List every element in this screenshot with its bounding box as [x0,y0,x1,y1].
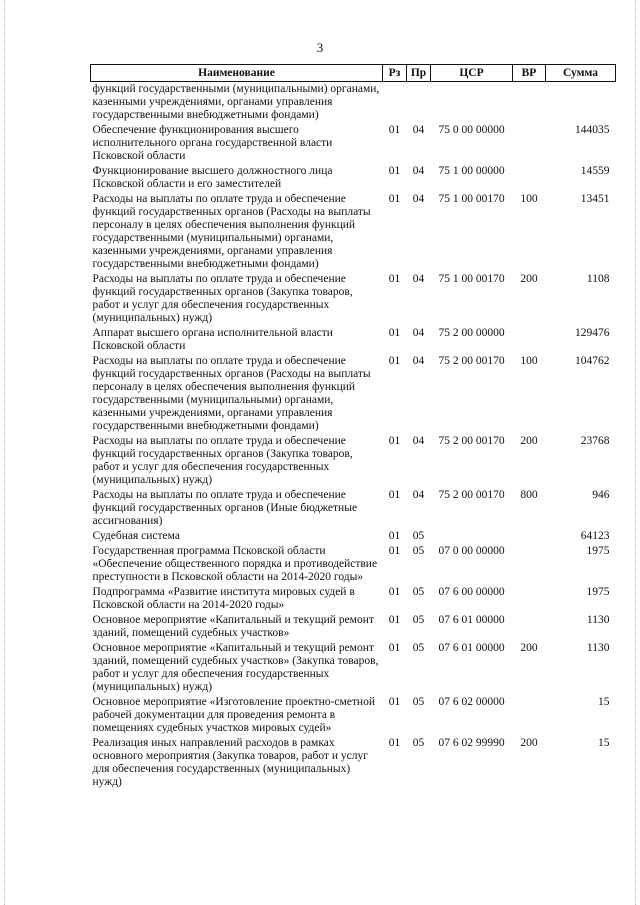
cell-sum: 104762 [575,355,610,367]
cell-pr: 05 [412,737,425,749]
cell-name: Судебная система [92,530,180,542]
cell-name: Расходы на выплаты по оплате труда и обеспечение функций государственных органов (Закупка товаров, работ и услуг для обеспечения государственных (муниципальных) нужд) [92,435,353,486]
cell-rz: 01 [388,489,401,501]
cell-pr: 04 [412,327,425,339]
cell-pr: 05 [412,696,425,708]
cell-name: Расходы на выплаты по оплате труда и обеспечение функций государственных органов (Иные бюджетные ассигнования) [92,489,358,527]
cell-pr: 05 [412,586,425,598]
cell-pr [407,82,431,124]
cell-pr: 05 [412,614,425,626]
cell-pr: 04 [412,193,425,205]
cell-rz: 01 [388,435,401,447]
column-header-vr: ВР [513,65,546,82]
cell-csr: 75 2 00 00000 [438,327,505,339]
cell-vr [513,695,546,736]
column-header-pr: Пр [407,65,431,82]
table-row [91,164,616,192]
column-header-name: Наименование [91,65,383,82]
table-row [91,585,616,613]
cell-sum: 1975 [586,545,610,557]
cell-csr: 75 2 00 00170 [438,355,505,367]
cell-csr: 75 1 00 00170 [438,273,505,285]
table-row [91,736,616,790]
cell-rz: 01 [388,124,401,136]
cell-name: Расходы на выплаты по оплате труда и обеспечение функций государственных органов (Расходы на выплаты персоналу в целях обеспечения выполнения функций государственными (муниципальными) органами, казенными учреждениями, органами управления государственными внебюджетными фондами) [92,355,371,432]
cell-vr [513,326,546,354]
column-header-sum: Сумма [546,65,616,82]
table-row [91,544,616,585]
cell-name: Функционирование высшего должностного лица Псковской области и его заместителей [92,165,333,190]
scan-edge-left [4,0,5,905]
cell-sum [546,82,616,124]
cell-sum: 1108 [586,273,610,285]
table-row [91,354,616,434]
cell-sum: 15 [598,696,610,708]
cell-vr: 200 [520,435,538,447]
cell-pr: 04 [412,273,425,285]
cell-vr [513,585,546,613]
table-row [91,82,616,124]
cell-csr [431,82,513,124]
cell-rz: 01 [388,614,401,626]
cell-vr: 100 [520,355,538,367]
cell-rz: 01 [388,530,401,542]
column-header-rz: Рз [383,65,407,82]
cell-sum: 14559 [580,165,610,177]
cell-name: Реализация иных направлений расходов в рамках основного мероприятия (Закупка товаров, работ и услуг для обеспечения государственных (муниципальных) нужд) [92,737,368,788]
cell-csr: 75 2 00 00170 [438,489,505,501]
cell-rz [383,82,407,124]
cell-sum: 1130 [586,642,610,654]
cell-sum: 129476 [575,327,610,339]
cell-vr [513,613,546,641]
cell-pr: 04 [412,435,425,447]
cell-csr: 75 1 00 00170 [438,193,505,205]
cell-sum: 64123 [580,530,610,542]
cell-csr: 07 6 01 00000 [438,614,505,626]
cell-vr: 100 [520,193,538,205]
cell-name: функций государственными (муниципальными) органами, казенными учреждениями, органами управления государственными внебюджетными фондами) [92,83,380,121]
cell-csr: 07 6 02 99990 [438,737,505,749]
cell-sum: 1130 [586,614,610,626]
cell-rz: 01 [388,273,401,285]
table-row [91,123,616,164]
cell-pr: 04 [412,165,425,177]
cell-sum: 144035 [575,124,610,136]
cell-sum: 946 [592,489,610,501]
table-row [91,641,616,695]
budget-table [90,64,616,790]
cell-csr: 07 6 02 00000 [438,696,505,708]
cell-rz: 01 [388,327,401,339]
cell-sum: 1975 [586,586,610,598]
cell-csr [431,529,513,544]
cell-rz: 01 [388,642,401,654]
cell-pr: 04 [412,124,425,136]
cell-vr [513,82,546,124]
cell-sum: 23768 [580,435,610,447]
table-row [91,488,616,529]
cell-vr: 200 [520,642,538,654]
cell-vr [513,544,546,585]
cell-rz: 01 [388,737,401,749]
cell-pr: 05 [412,545,425,557]
table-row [91,272,616,326]
cell-vr [513,529,546,544]
table-row [91,434,616,488]
cell-csr: 07 0 00 00000 [438,545,505,557]
cell-csr: 75 2 00 00170 [438,435,505,447]
table-header-row [91,65,616,82]
cell-rz: 01 [388,355,401,367]
table-body [91,82,616,791]
cell-vr [513,164,546,192]
table-row [91,529,616,544]
table-row [91,695,616,736]
cell-rz: 01 [388,545,401,557]
cell-csr: 07 6 00 00000 [438,586,505,598]
cell-sum: 13451 [580,193,610,205]
cell-vr: 800 [520,489,538,501]
cell-rz: 01 [388,165,401,177]
table-row [91,192,616,272]
cell-rz: 01 [388,696,401,708]
cell-pr: 05 [412,642,425,654]
cell-vr [513,123,546,164]
cell-name: Обеспечение функционирования высшего исполнительного органа государственной власти Псковской области [92,124,333,162]
cell-name: Расходы на выплаты по оплате труда и обеспечение функций государственных органов (Закупка товаров, работ и услуг для обеспечения государственных (муниципальных) нужд) [92,273,353,324]
cell-name: Подпрограмма «Развитие института мировых судей в Псковской области на 2014-2020 годы» [92,586,355,611]
cell-name: Основное мероприятие «Изготовление проектно-сметной рабочей документации для проведения ремонта в помещениях судебных участков мировых судей» [92,696,375,734]
column-header-csr: ЦСР [431,65,513,82]
cell-pr: 05 [412,530,425,542]
cell-csr: 07 6 01 00000 [438,642,505,654]
cell-vr: 200 [520,737,538,749]
cell-name: Аппарат высшего органа исполнительной власти Псковской области [92,327,333,352]
table-row [91,613,616,641]
scan-edge-right [635,0,636,905]
page-number: 3 [316,40,324,55]
cell-vr: 200 [520,273,538,285]
cell-sum: 15 [598,737,610,749]
cell-csr: 75 0 00 00000 [438,124,505,136]
cell-csr: 75 1 00 00000 [438,165,505,177]
cell-rz: 01 [388,193,401,205]
cell-rz: 01 [388,586,401,598]
cell-pr: 04 [412,489,425,501]
cell-pr: 04 [412,355,425,367]
cell-name: Государственная программа Псковской области «Обеспечение общественного порядка и противодействие преступности в Псковской области на 2014-2020 годы» [92,545,378,583]
cell-name: Основное мероприятие «Капитальный и текущий ремонт зданий, помещений судебных участков» (Закупка товаров, работ и услуг для обеспечения государственных (муниципальных) нужд) [92,642,379,693]
table-row [91,326,616,354]
cell-name: Расходы на выплаты по оплате труда и обеспечение функций государственных органов (Расходы на выплаты персоналу в целях обеспечения выполнения функций государственными (муниципальными) органами, казенными учреждениями, органами управления государственными внебюджетными фондами) [92,193,371,270]
cell-name: Основное мероприятие «Капитальный и текущий ремонт зданий, помещений судебных участков» [92,614,374,639]
